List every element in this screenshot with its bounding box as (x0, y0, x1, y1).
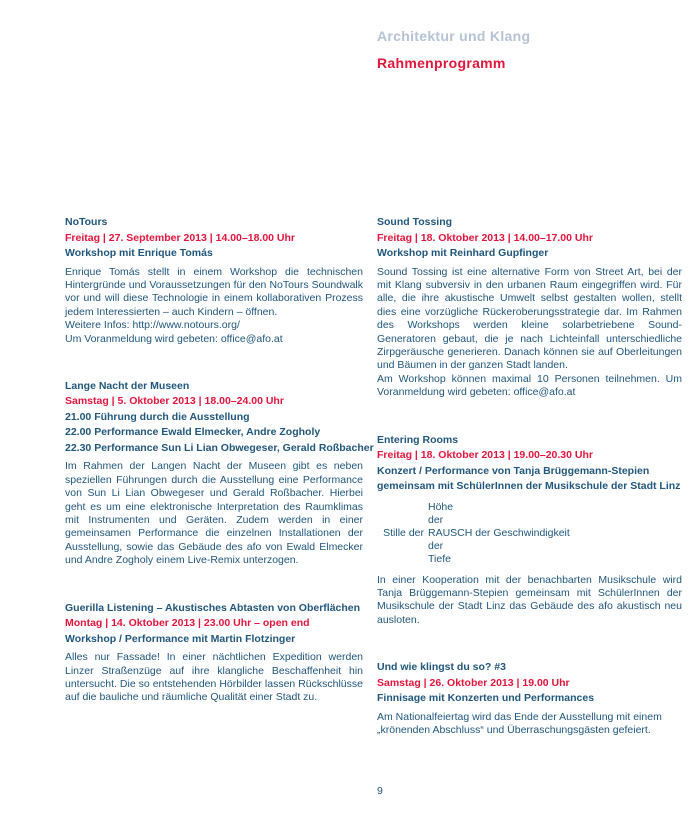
event-subtitle: Finnisage mit Konzerten und Performances (377, 692, 595, 705)
event-schedule-line: 21.00 Führung durch die Ausstellung (65, 410, 250, 423)
event-body (377, 266, 682, 400)
event-contact-line: Am Workshop können maximal 10 Personen teilnehmen. Um Voranmeldung wird gebeten: office@afo.at (377, 372, 682, 399)
event-subtitle: Workshop mit Enrique Tomás (65, 247, 213, 259)
event-subtitle-line: gemeinsam mit SchülerInnen der Musikschule der Stadt Linz (377, 480, 681, 493)
event-section-guerilla-listening (65, 601, 363, 705)
page-title: Rahmenprogramm (377, 55, 506, 71)
event-subtitle-line: Konzert / Performance von Tanja Brüggemann-Stepien (377, 464, 650, 477)
event-body (65, 460, 363, 567)
poem-text: RAUSCH der Geschwindigkeit (428, 526, 570, 539)
sound-poem (377, 501, 682, 566)
poem-line (377, 553, 682, 566)
event-paragraph: Sound Tossing ist eine alternative Form von Street Art, bei der mit Klang subversiv in den urbanen Raum eingegriffen wird. Für alle, die ihre akustische Umwelt selbst gestalten wollen, stellt dies eine vorzügliche Rückeroberungsstrategie dar. Im Rahmen des Workshops werden kleine solarbetriebene Sound-Generatoren gebaut, die je nach Lichteinfall unterschiedliche Zirpgeräusche generieren. Danach können sie auf Oberleitungen und Bäumen in der ganzen Stadt landen. (377, 265, 682, 372)
event-paragraph: Im Rahmen der Langen Nacht der Museen gibt es neben speziellen Führungen durch die Ausstellung eine Performance von Sun Li Lian Obwegeser und Gerald Roßbacher. Hierbei geht es um eine elektronische Interpretation des Raumklimas mit Instrumenten und Geräten. Zudem werden in einer gemeinsamen Performance die einzelnen Installationen der Ausstellung, sowie das Gebäude des afo von Ewald Elmecker und Andre Zogholy einem Live-Remix unterzogen. (65, 460, 363, 567)
event-body (377, 711, 682, 738)
event-title: Entering Rooms (377, 433, 459, 446)
event-schedule-line: 22.30 Performance Sun Li Lian Obwegeser, Gerald Roßbacher (65, 441, 374, 454)
poem-line (377, 540, 682, 553)
event-body (65, 651, 363, 705)
poem-line (377, 514, 682, 527)
event-paragraph: Am Nationalfeiertag wird das Ende der Ausstellung mit einem „krönenden Abschluss“ und Überraschungsgästen gefeiert. (377, 710, 662, 737)
event-paragraph: Enrique Tomás stellt in einem Workshop die technischen Hintergründe und Voraussetzungen für den NoTours Soundwalk vor und will diese Technologie in einem kollaborativen Prozess jedem Interessierten – auch Kindern – öffnen. (65, 265, 363, 318)
event-title: NoTours (65, 216, 108, 228)
event-section-lange-nacht (65, 379, 374, 568)
event-schedule-line: 22.00 Performance Ewald Elmecker, Andre Zogholy (65, 426, 321, 439)
event-subtitle: Workshop mit Reinhard Gupfinger (377, 247, 549, 259)
event-contact-line: Um Voranmeldung wird gebeten: office@afo.at (65, 332, 283, 345)
event-section-finnisage (377, 660, 682, 737)
event-title: Lange Nacht der Museen (65, 379, 190, 392)
event-info-link-line: Weitere Infos: http://www.notours.org/ (65, 319, 240, 332)
event-title: Und wie klingst du so? #3 (377, 661, 506, 674)
event-subtitle: Workshop / Performance mit Martin Flotzinger (65, 632, 296, 645)
poem-line (377, 501, 682, 514)
event-title: Guerilla Listening – Akustisches Abtasten von Oberflächen (65, 601, 361, 614)
poem-text: der (428, 539, 444, 552)
event-date: Freitag | 18. Oktober 2013 | 19.00–20.30 Uhr (377, 449, 593, 462)
event-body (65, 266, 363, 346)
series-title: Architektur und Klang (377, 28, 531, 44)
event-date: Samstag | 26. Oktober 2013 | 19.00 Uhr (377, 676, 570, 689)
event-date: Montag | 14. Oktober 2013 | 23.00 Uhr – open end (65, 617, 310, 630)
event-title: Sound Tossing (377, 216, 453, 228)
right-column (377, 215, 682, 771)
event-date: Samstag | 5. Oktober 2013 | 18.00–24.00 Uhr (65, 395, 284, 408)
poem-text: der (428, 513, 444, 526)
event-paragraph: Alles nur Fassade! In einer nächtlichen Expedition werden Linzer Straßenzüge auf ihre klangliche Beschaffenheit hin untersucht. Die so entstehenden Hörbilder lassen Rückschlüsse auf die bauliche und räumliche Qualität einer Stadt zu. (65, 651, 363, 704)
event-body (377, 574, 682, 628)
page-header (377, 28, 530, 71)
poem-left-word: Stille der (383, 526, 424, 539)
poem-text: Höhe (428, 500, 454, 513)
event-date: Freitag | 27. September 2013 | 14.00–18.00 Uhr (65, 231, 296, 244)
page-number: 9 (377, 785, 383, 797)
left-column (65, 215, 374, 738)
event-section-sound-tossing (377, 215, 682, 400)
event-section-notours (65, 215, 363, 346)
poem-text: Tiefe (428, 552, 451, 565)
event-section-entering-rooms (377, 433, 682, 628)
event-date: Freitag | 18. Oktober 2013 | 14.00–17.00 Uhr (377, 231, 593, 244)
poem-line (377, 527, 682, 540)
event-paragraph: In einer Kooperation mit der benachbarten Musikschule wird Tanja Brüggemann-Stepien gemeinsam mit SchülerInnen der Musikschule der Stadt Linz das Gebäude des afo akustisch neu ausloten. (377, 573, 682, 626)
